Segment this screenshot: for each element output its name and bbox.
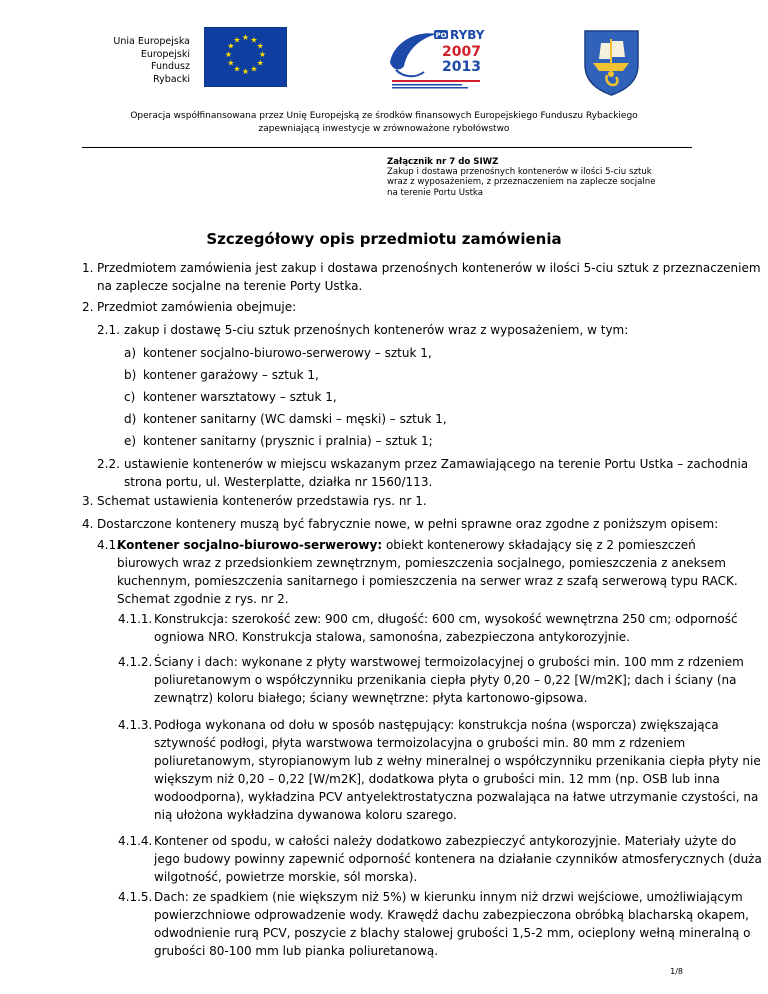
eu-line: Rybacki bbox=[153, 73, 190, 85]
item-text: wilgotność, powietrze morskie, sól morska). bbox=[154, 870, 418, 884]
poryby-year-start: 2007 bbox=[442, 44, 481, 60]
svg-text:★: ★ bbox=[227, 41, 235, 51]
item-text: kontener socjalno-biurowo-serwerowy – sztuk 1, bbox=[143, 346, 432, 360]
item-letter: e) bbox=[124, 434, 137, 448]
item-text: Dostarczone kontenery muszą być fabrycznie nowe, w pełni sprawne oraz zgodne z poniższym opisem: bbox=[97, 517, 719, 531]
eu-fund-label bbox=[60, 36, 190, 86]
item-number: 4.1.4. bbox=[118, 834, 153, 848]
list-item bbox=[124, 432, 433, 450]
list-item bbox=[124, 344, 432, 362]
item-text: Podłoga wykonana od dołu w sposób następujący: konstrukcja nośna (wsporcza) zwiększająca bbox=[154, 718, 719, 732]
annex-line: Zakup i dostawa przenośnych kontenerów w ilości 5-ciu sztuk bbox=[387, 167, 652, 178]
item-text: Schemat zgodnie z rys. nr 2. bbox=[117, 592, 289, 606]
item-number: 1. bbox=[82, 261, 94, 275]
item-text: sztywność podłogi, płyta warstwowa termoizolacyjna o grubości min. 80 mm z rdzeniem bbox=[154, 736, 686, 750]
paragraph bbox=[117, 554, 738, 608]
item-text: kuchennym, pomieszczenia sanitarnego i pomieszczenia na serwer wraz z szafą serwerową typu RACK. bbox=[117, 574, 738, 588]
item-text: kontener warsztatowy – sztuk 1, bbox=[143, 390, 337, 404]
annex-title: Załącznik nr 7 do SIWZ bbox=[387, 157, 499, 167]
svg-text:★: ★ bbox=[256, 58, 264, 68]
list-item bbox=[124, 366, 319, 384]
annex-line: na terenie Portu Ustka bbox=[387, 187, 484, 198]
item-number: 2.2. bbox=[97, 457, 120, 471]
item-number: 4.1.1. bbox=[118, 612, 153, 626]
item-text: jego budowy powinny zapewnić odporność kontenera na działanie czynników atmosferycznych (duża bbox=[154, 852, 762, 866]
item-text: poliuretanowym o współczynniku przenikania ciepła płyty 0,20 – 0,22 [W/m2K]; dach i ściany (na bbox=[154, 673, 737, 687]
item-text: poliuretanowym, styropianowym lub z wełny mineralnej o współczynniku przenikania ciepła płyty nie bbox=[154, 754, 761, 768]
svg-text:★: ★ bbox=[250, 64, 258, 74]
list-item bbox=[97, 536, 696, 554]
item-text: większym niż 0,20 – 0,22 [W/m2K], dodatkowa płyta o grubości min. 12 mm (np. OSB lub inna bbox=[154, 772, 720, 786]
item-text: ustawienie kontenerów w miejscu wskazanym przez Zamawiającego na terenie Portu Ustka – zachodnia bbox=[124, 457, 749, 471]
list-item bbox=[118, 832, 762, 886]
list-item bbox=[82, 298, 296, 316]
item-text: kontener garażowy – sztuk 1, bbox=[143, 368, 319, 382]
list-item bbox=[118, 888, 751, 960]
coat-of-arms-icon bbox=[583, 29, 640, 96]
svg-text:★: ★ bbox=[258, 50, 267, 59]
item-text: zewnątrz) koloru białego; ściany wewnętrzne: płyta kartonowo-gipsowa. bbox=[154, 691, 588, 705]
list-item bbox=[97, 321, 628, 339]
item-text: obiekt kontenerowy składający się z 2 pomieszczeń bbox=[385, 538, 696, 552]
item-text: ogniowa NRO. Konstrukcja stalowa, samonośna, zabezpieczona antykorozyjnie. bbox=[154, 630, 630, 644]
poryby-year-end: 2013 bbox=[442, 59, 481, 75]
item-number: 2. bbox=[82, 300, 94, 314]
svg-text:★: ★ bbox=[233, 64, 241, 74]
list-item bbox=[97, 455, 749, 491]
list-item bbox=[82, 515, 718, 533]
item-text: grubości 80-100 mm lub pianka poliuretanową. bbox=[154, 944, 439, 958]
list-item bbox=[82, 492, 427, 510]
eu-flag-icon bbox=[204, 27, 287, 87]
item-text: odwodnienie rurą PCV, poszycie z blachy stalowej grubości 1,5-2 mm, ocieplony wełną mineralną o bbox=[154, 926, 751, 940]
svg-text:★: ★ bbox=[227, 58, 235, 68]
item-letter: c) bbox=[124, 390, 136, 404]
item-text: Ściany i dach: wykonane z płyty warstwowej termoizolacyjnej o grubości min. 100 mm z rdzeniem bbox=[154, 655, 744, 669]
item-text: powierzchniowe odprowadzenie wody. Krawędź dachu zabezpieczona obróbką blacharską okapem, bbox=[154, 908, 749, 922]
list-item bbox=[118, 610, 738, 646]
item-text: zakup i dostawę 5-ciu sztuk przenośnych kontenerów wraz z wyposażeniem, w tym: bbox=[124, 323, 629, 337]
svg-text:★: ★ bbox=[224, 50, 233, 59]
item-text: wodoodporna), wykładzina PCV antyelektrostatyczna pozwalająca na łatwe utrzymanie czystości, na bbox=[154, 790, 759, 804]
item-text: strona portu, ul. Westerplatte, działka nr 1560/113. bbox=[124, 475, 433, 489]
item-text: Dach: ze spadkiem (nie większym niż 5%) w kierunku innym niż drzwi wejściowe, umożliwiającym bbox=[154, 890, 743, 904]
list-item bbox=[118, 653, 744, 707]
svg-text:★: ★ bbox=[233, 35, 241, 45]
annex-note bbox=[387, 157, 707, 198]
list-item bbox=[82, 259, 761, 295]
item-number: 4. bbox=[82, 517, 94, 531]
list-item bbox=[124, 388, 337, 406]
item-number: 4.1. bbox=[97, 538, 120, 552]
svg-text:★: ★ bbox=[241, 67, 250, 76]
annex-line: wraz z wyposażeniem, z przeznaczeniem na zaplecze socjalne bbox=[387, 177, 656, 188]
section-heading: Kontener socjalno-biurowo-serwerowy: bbox=[117, 538, 383, 552]
list-item bbox=[124, 410, 447, 428]
poryby-brand-text: RYBY bbox=[450, 28, 485, 42]
document-title: Szczegółowy opis przedmiotu zamówienia bbox=[206, 230, 562, 248]
item-text: kontener sanitarny (prysznic i pralnia) – sztuk 1; bbox=[143, 434, 433, 448]
item-number: 4.1.3. bbox=[118, 718, 153, 732]
item-text: na zaplecze socjalne na terenie Porty Ustka. bbox=[97, 279, 363, 293]
eu-line: Unia Europejska bbox=[113, 36, 190, 47]
svg-text:★: ★ bbox=[250, 35, 258, 45]
po-ryby-logo-graphic bbox=[386, 26, 486, 94]
item-text: Przedmiotem zamówienia jest zakup i dostawa przenośnych kontenerów w ilości 5-ciu sztuk z przeznaczeniem bbox=[97, 261, 761, 275]
cofinancing-note bbox=[70, 110, 698, 135]
item-text: Konstrukcja: szerokość zew: 900 cm, długość: 600 cm, wysokość wewnętrzna 250 cm; odporność bbox=[154, 612, 738, 626]
list-item bbox=[118, 716, 761, 824]
po-ryby-logo bbox=[386, 26, 486, 94]
item-text: nią ułożona wykładzina dywanowa koloru szarego. bbox=[154, 808, 457, 822]
item-text: Kontener od spodu, w całości należy dodatkowo zabezpieczyć antykorozyjnie. Materiały użyte do bbox=[154, 834, 737, 848]
svg-text:★: ★ bbox=[241, 33, 250, 42]
page-number: 1/8 bbox=[670, 967, 683, 976]
cofinancing-line: Operacja współfinansowana przez Unię Europejską ze środków finansowych Europejskiego Funduszu Rybackiego bbox=[130, 111, 638, 121]
item-text: kontener sanitarny (WC damski – męski) – sztuk 1, bbox=[143, 412, 447, 426]
eu-line: Europejski bbox=[140, 48, 190, 60]
item-text: biurowych wraz z przedsionkiem zewnętrznym, pomieszczenia socjalnego, pomieszczenia z aneksem bbox=[117, 556, 726, 570]
item-letter: a) bbox=[124, 346, 137, 360]
item-text: Przedmiot zamówienia obejmuje: bbox=[97, 300, 297, 314]
item-letter: b) bbox=[124, 368, 137, 382]
item-letter: d) bbox=[124, 412, 137, 426]
item-text: Schemat ustawienia kontenerów przedstawia rys. nr 1. bbox=[97, 494, 427, 508]
item-number: 3. bbox=[82, 494, 94, 508]
poryby-po-text: PO bbox=[435, 31, 447, 40]
header-divider bbox=[82, 147, 692, 148]
item-number: 2.1. bbox=[97, 323, 120, 337]
item-number: 4.1.2. bbox=[118, 655, 153, 669]
eu-line: Fundusz bbox=[151, 61, 190, 73]
item-number: 4.1.5. bbox=[118, 890, 153, 904]
cofinancing-line: zapewniającą inwestycje w zrównoważone rybołówstwo bbox=[258, 123, 510, 134]
svg-text:★: ★ bbox=[256, 41, 264, 51]
